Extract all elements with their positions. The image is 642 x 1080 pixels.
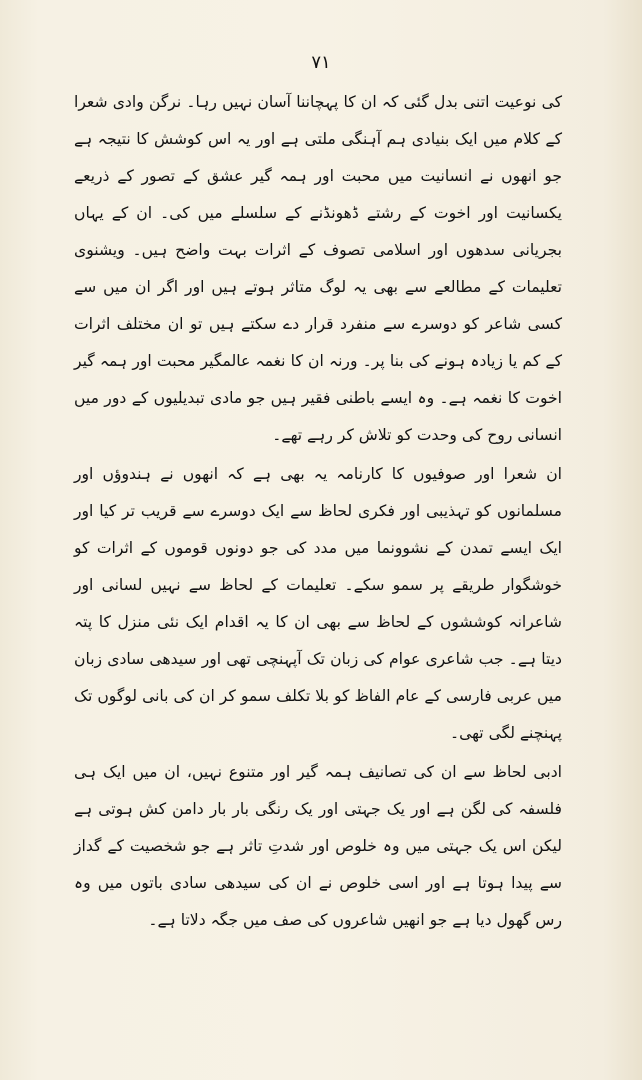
urdu-text-block (74, 84, 562, 939)
page-number: ۷۱ (311, 52, 331, 73)
paragraph-2: ان شعرا اور صوفیوں کا کارنامہ یہ بھی ہے کہ انھوں نے ہندوؤں اور مسلمانوں کو تہذیبی اور فکری لحاظ سے ایک دوسرے سے قریب تر کیا اور ایک ایسے تمدن کے نشوونما میں مدد کی جو دونوں قوموں کے اثرات کو خوشگوار طریقے پر سمو سکے۔ تعلیمات کے لحاظ سے نہیں لسانی اور شاعرانہ کوششوں کے لحاظ سے بھی ان کا یہ اقدام ایک نئی منزل کا پتہ دیتا ہے۔ جب شاعری عوام کی زبان تک آپہنچی تھی اور سیدھی سادی زبان میں عربی فارسی کے عام الفاظ کو بلا تکلف سمو کر ان کی بانی لوگوں تک پہنچنے لگی تھی۔ (74, 465, 562, 742)
paragraph-1: کی نوعیت اتنی بدل گئی کہ ان کا پہچاننا آسان نہیں رہا۔ نرگن وادی شعرا کے کلام میں ایک بنیادی ہم آہنگی ملتی ہے اور یہ اس کوشش کا نتیجہ ہے جو انھوں نے انسانیت میں محبت اور ہمہ گیر عشق کے تصور کے ذریعے یکسانیت اور اخوت کے رشتے ڈھونڈنے کے سلسلے میں کی۔ ان کے یہاں بجریانی سدھوں اور اسلامی تصوف کے اثرات بہت واضح ہیں۔ ویشنوی تعلیمات کے مطالعے سے بھی یہ لوگ متاثر ہوتے ہیں اور اگر ان میں سے کسی شاعر کو دوسرے سے منفرد قرار دے سکتے ہیں تو ان مختلف اثرات کے کم یا زیادہ ہونے کی بنا پر۔ ورنہ ان کا نغمہ عالمگیر محبت اور ہمہ گیر اخوت کا نغمہ ہے۔ وہ ایسے باطنی فقیر ہیں جو مادی تبدیلیوں کے دور میں انسانی روح کی وحدت کو تلاش کر رہے تھے۔ (74, 93, 562, 444)
paragraph-3: ادبی لحاظ سے ان کی تصانیف ہمہ گیر اور متنوع نہیں، ان میں ایک ہی فلسفہ کی لگن ہے اور یک جہتی اور یک رنگی بار بار دامن کش ہوتی ہے لیکن اس یک جہتی میں وہ خلوص اور شدتِ تاثر ہے جو شخصیت کے گداز سے پیدا ہوتا ہے اور اسی خلوص نے ان کی سیدھی سادی باتوں میں وہ رس گھول دیا ہے جو انھیں شاعروں کی صف میں جگہ دلاتا ہے۔ (74, 763, 562, 929)
